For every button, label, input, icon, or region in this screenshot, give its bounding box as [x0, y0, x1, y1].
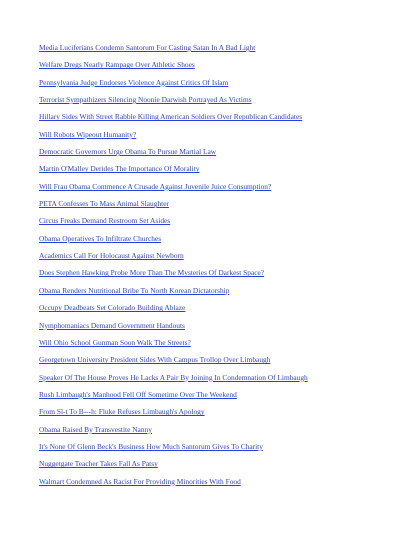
list-item [39, 453, 414, 470]
article-link-list [39, 37, 414, 488]
article-link[interactable]: Will Ohio School Gunman Soon Walk The Streets? [39, 337, 191, 347]
article-link[interactable]: Welfare Dregs Nearly Rampage Over Athletic Shoes [39, 60, 195, 70]
article-link[interactable]: Will Robots Wipeout Humanity? [39, 129, 137, 139]
list-item [39, 384, 414, 401]
article-link[interactable]: Occupy Deadbeats Set Colorado Building Ablaze [39, 303, 186, 313]
article-link[interactable]: Academics Call For Holocaust Against Newborn [39, 251, 184, 261]
list-item [39, 332, 414, 349]
list-item [39, 349, 414, 366]
list-item [39, 367, 414, 384]
article-link[interactable]: Nuggetgate Teacher Takes Fall As Patsy [39, 459, 158, 469]
list-item [39, 106, 414, 123]
article-link[interactable]: Pennsylvania Judge Endorses Violence Against Critics Of Islam [39, 77, 229, 87]
list-item [39, 124, 414, 141]
list-item [39, 315, 414, 332]
list-item [39, 37, 414, 54]
article-link[interactable]: Hillary Sides With Street Rabble Killing American Soldiers Over Republican Candidates [39, 112, 303, 122]
article-link[interactable]: Martin O'Malley Derides The Importance Of Morality [39, 164, 200, 174]
article-link[interactable]: It's None Of Glenn Beck's Business How Much Santorum Gives To Charity [39, 441, 263, 451]
article-link[interactable]: Will Frau Obama Commence A Crusade Against Juvenile Juice Consumption? [39, 181, 272, 191]
article-link[interactable]: Circus Freaks Demand Restroom Set Asides [39, 216, 171, 226]
list-item [39, 176, 414, 193]
list-item [39, 89, 414, 106]
article-link[interactable]: Obama Renders Nutritional Bribe To North Korean Dictatorship [39, 285, 230, 295]
list-item [39, 401, 414, 418]
article-link[interactable]: Media Luciferians Condemn Santorum For Casting Satan In A Bad Light [39, 43, 256, 52]
list-item [39, 158, 414, 175]
article-link[interactable]: Georgetown University President Sides With Campus Trollop Over Limbaugh [39, 355, 271, 365]
article-link[interactable]: Obama Operatives To Infiltrate Churches [39, 233, 162, 243]
list-item [39, 72, 414, 89]
article-link[interactable]: Terrorist Sympathizers Silencing Noonie Darwish Portrayed As Victims [39, 95, 252, 105]
article-link[interactable]: Walmart Condemned As Racist For Providing Minorities With Food [39, 476, 241, 486]
list-item [39, 297, 414, 314]
list-item [39, 228, 414, 245]
list-item [39, 245, 414, 262]
article-link[interactable]: Does Stephen Hawking Probe More Than The Mysteries Of Darkest Space? [39, 268, 265, 278]
list-item [39, 193, 414, 210]
list-item [39, 54, 414, 71]
list-item [39, 419, 414, 436]
list-item [39, 262, 414, 279]
list-item [39, 210, 414, 227]
list-item [39, 141, 414, 158]
article-link[interactable]: Obama Raised By Transvestite Nanny [39, 424, 152, 434]
list-item [39, 436, 414, 453]
article-link[interactable]: Nymphomaniacs Demand Government Handouts [39, 320, 185, 330]
list-item [39, 280, 414, 297]
article-link[interactable]: Rush Limbaugh's Manhood Fell Off Sometime Over The Weekend [39, 389, 237, 399]
article-link[interactable]: Democratic Governors Urge Obama To Pursue Martial Law [39, 147, 217, 157]
article-link[interactable]: PETA Confesses To Mass Animal Slaughter [39, 199, 169, 209]
list-item [39, 471, 414, 488]
article-link[interactable]: From Sl-t To B---h: Fluke Refuses Limbaugh's Apology [39, 407, 205, 417]
article-link[interactable]: Speaker Of The House Proves He Lacks A Pair By Joining In Condemnation Of Limbaugh [39, 372, 308, 382]
